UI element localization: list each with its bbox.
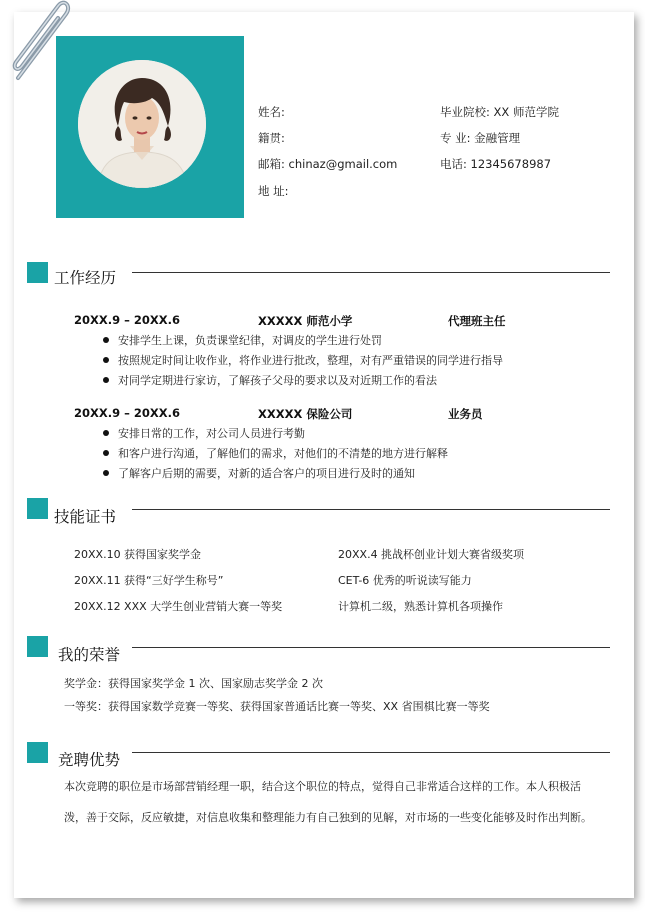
advantage-line: 本次竞聘的职位是市场部营销经理一职，结合这个职位的特点，觉得自己非常适合这样的工作。本人积极活: [64, 780, 581, 793]
section-divider: [132, 647, 610, 648]
address-label: 地 址:: [258, 184, 289, 198]
skill-item: 计算机二级，熟悉计算机各项操作: [338, 600, 503, 613]
name-label: 姓名:: [258, 105, 285, 119]
section-marker: [27, 742, 48, 763]
job-period: 20XX.9 – 20XX.6: [74, 406, 180, 420]
skill-item: 20XX.12 XXX 大学生创业营销大赛一等奖: [74, 600, 283, 613]
job-role: 业务员: [448, 407, 483, 421]
bullet-dot: [103, 430, 109, 436]
section-divider: [132, 272, 610, 273]
job-bullet: 和客户进行沟通，了解他们的需求，对他们的不清楚的地方进行解释: [118, 447, 448, 460]
job-bullet: 按照规定时间让收作业，将作业进行批改，整理，对有严重错误的同学进行指导: [118, 354, 503, 367]
job-period: 20XX.9 – 20XX.6: [74, 313, 180, 327]
section-divider: [132, 509, 610, 510]
bullet-dot: [103, 337, 109, 343]
advantage-line: 泼，善于交际，反应敏捷，对信息收集和整理能力有自己独到的见解，对市场的一些变化能够及时作出判断。: [64, 811, 592, 824]
origin-label: 籍贯:: [258, 131, 285, 145]
bullet-dot: [103, 377, 109, 383]
skill-item: 20XX.4 挑战杯创业计划大赛省级奖项: [338, 548, 525, 561]
skill-item: 20XX.10 获得国家奖学金: [74, 548, 202, 561]
portrait-photo: [78, 60, 206, 188]
section-marker: [27, 498, 48, 519]
honor-item: 一等奖：获得国家数学竞赛一等奖、获得国家普通话比赛一等奖、XX 省围棋比赛一等奖: [64, 700, 490, 713]
school-label: 毕业院校: XX 师范学院: [440, 105, 559, 119]
section-title-honors: 我的荣誉: [58, 646, 121, 664]
section-marker: [27, 262, 48, 283]
job-bullet: 了解客户后期的需要，对新的适合客户的项目进行及时的通知: [118, 467, 415, 480]
section-divider: [132, 752, 610, 753]
section-title-work: 工作经历: [54, 269, 117, 287]
bullet-dot: [103, 357, 109, 363]
bullet-dot: [103, 450, 109, 456]
skill-item: 20XX.11 获得“三好学生称号”: [74, 574, 224, 587]
bullet-dot: [103, 470, 109, 476]
job-bullet: 安排日常的工作，对公司人员进行考勤: [118, 427, 305, 440]
email-label: 邮箱: chinaz@gmail.com: [258, 157, 398, 171]
job-org: XXXXX 保险公司: [258, 407, 353, 421]
phone-label: 电话: 12345678987: [440, 157, 552, 171]
job-org: XXXXX 师范小学: [258, 314, 353, 328]
section-title-advantages: 竞聘优势: [58, 751, 121, 769]
skill-item: CET-6 优秀的听说读写能力: [338, 574, 472, 587]
job-role: 代理班主任: [448, 314, 506, 328]
job-bullet: 对同学定期进行家访，了解孩子父母的要求以及对近期工作的看法: [118, 374, 437, 387]
honor-item: 奖学金：获得国家奖学金 1 次、国家励志奖学金 2 次: [64, 677, 323, 690]
section-marker: [27, 636, 48, 657]
job-bullet: 安排学生上课，负责课堂纪律，对调皮的学生进行处罚: [118, 334, 382, 347]
major-label: 专 业: 金融管理: [440, 131, 521, 145]
section-title-skills: 技能证书: [54, 508, 117, 526]
